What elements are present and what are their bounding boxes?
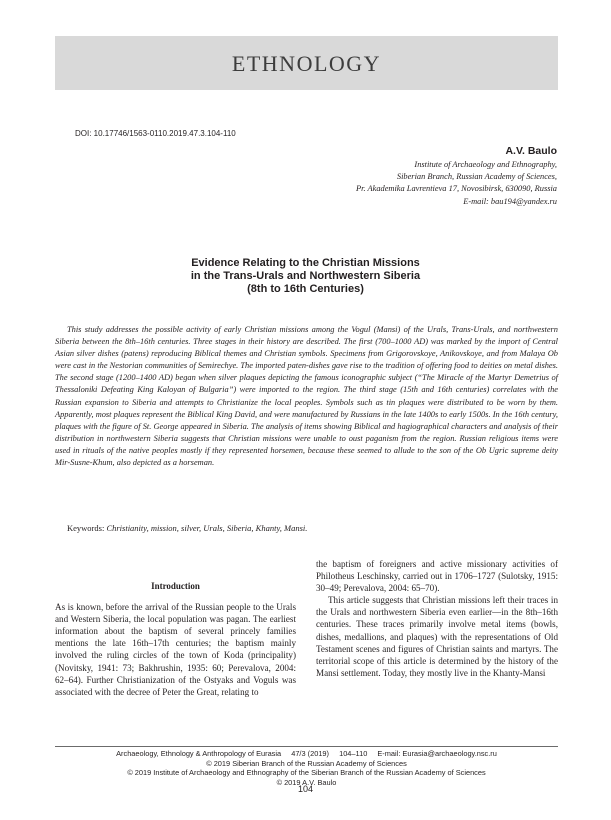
journal-issue: 47/3 (2019) xyxy=(291,749,330,758)
author-name: A.V. Baulo xyxy=(505,145,557,157)
affiliation-line: Siberian Branch, Russian Academy of Sciences, xyxy=(396,172,557,182)
journal-pages: 104–110 xyxy=(339,749,368,758)
footer xyxy=(55,749,558,787)
doi: DOI: 10.17746/1563-0110.2019.47.3.104-110 xyxy=(75,129,236,138)
body-paragraph: This article suggests that Christian missions left their traces in the Urals and northwestern Siberia even earlier—in the 8th–16th centuries. These traces primarily involve metal items (bowls, dishes, medallions, and plaques) with the representations of Old Testament scenes and figures of Christian saints and martyrs. The territorial scope of this article is determined by the history of the Mansi settlement. Today, they mostly live in the Khanty-Mansi xyxy=(316,595,558,678)
affiliation-line: Pr. Akademika Lavrentieva 17, Novosibirsk, 630090, Russia xyxy=(356,184,557,194)
footer-journal-line xyxy=(55,749,558,759)
keywords-label: Keywords: xyxy=(67,523,107,533)
keywords-values: Christianity, mission, silver, Urals, Siberia, Khanty, Mansi. xyxy=(106,523,308,533)
section-banner xyxy=(55,36,558,90)
affiliation-line: Institute of Archaeology and Ethnography, xyxy=(414,160,557,169)
keywords xyxy=(67,523,307,533)
copyright-line: © 2019 A.V. Baulo xyxy=(276,777,337,787)
journal-email: E-mail: Eurasia@archaeology.nsc.ru xyxy=(377,749,497,758)
body-right-column xyxy=(316,558,558,679)
page-number: 104 xyxy=(297,784,314,794)
body-paragraph: As is known, before the arrival of the Russian people to the Urals and Western Siberia, the local population was pagan. The earliest information about the baptism of several princely families mentions the late 16th–17th centuries; the baptism mainly involved the ruling circles of the town of Koda (principality) (Novitsky, 1941: 73; Bakhrushin, 1935: 60; Perevalova, 2004: 62–64). Further Christianization of the Ostyaks and Voguls was associated with the decree of Peter the Great, relating to xyxy=(55,602,296,697)
body-paragraph: the baptism of foreigners and active missionary activities of Philotheus Leschinsky, carried out in 1706–1727 (Sulotsky, 1915: 30–49; Perevalova, 2004: 65–70). xyxy=(316,559,558,594)
title-line: Evidence Relating to the Christian Missions xyxy=(191,257,420,269)
abstract: This study addresses the possible activity of early Christian missions among the Vogul (Mansi) of the Urals, Trans-Urals, and northwestern Siberia between the 8th–16th centuries. Three stages in their history are described. The first (700–1000 AD) was marked by the import of Central Asian silver dishes (patens) reproducing Biblical themes and Christian symbols. Specimens from Grigorovskoye, Anikovskoye, and from Malaya Ob were cast in the Nestorian communities of Semirechye. The imported paten-dishes gave rise to the tradition of offering food to deities on metal dishes. The second stage (1200–1400 AD) began when silver plaques depicting the famous iconographic subject (“The Miracle of the Martyr Demetrius of Thessaloniki Defeating King Kaloyan of Bulgaria”) were imported to the region. The third stage (15th and 16th centuries) correlates with the Russian expansion to Siberia and attempts to Christianize the local peoples. Symbols such as tin plaques were distributed to be worn by them. Apparently, most plaques represent the Biblical King David, and were manufactured by Russians in the late 1400s to early 1500s. In the 16th century, plaques with the figure of St. George appeared in Siberia. The analysis of items showing Biblical and hagiographical characters and analysis of their distribution in northwestern Siberia suggests that Christian missions were unable to oust paganism from the region. Russian religious items were used in rituals of the native peoples mostly if they represented horsemen, because these seemed to allude to the son of the Ob Ugric supreme deity Mir-Susne-Khum, also depicted as a horseman. xyxy=(55,325,558,468)
author-email: E-mail: bau194@yandex.ru xyxy=(463,196,557,206)
copyright-line: © 2019 Siberian Branch of the Russian Academy of Sciences xyxy=(206,758,407,768)
title-line: in the Trans-Urals and Northwestern Siberia xyxy=(190,270,421,282)
title-line: (8th to 16th Centuries) xyxy=(247,283,364,295)
section-title: ETHNOLOGY xyxy=(231,51,382,76)
body-left-column xyxy=(55,580,296,698)
intro-heading: Introduction xyxy=(151,581,200,591)
footer-divider xyxy=(55,746,558,747)
article-title xyxy=(60,257,551,296)
copyright-line: © 2019 Institute of Archaeology and Ethnography of the Siberian Branch of the Russian Academy of Sciences xyxy=(127,768,486,778)
author-affiliation xyxy=(356,159,557,208)
journal-name: Archaeology, Ethnology & Anthropology of Eurasia xyxy=(116,749,282,758)
